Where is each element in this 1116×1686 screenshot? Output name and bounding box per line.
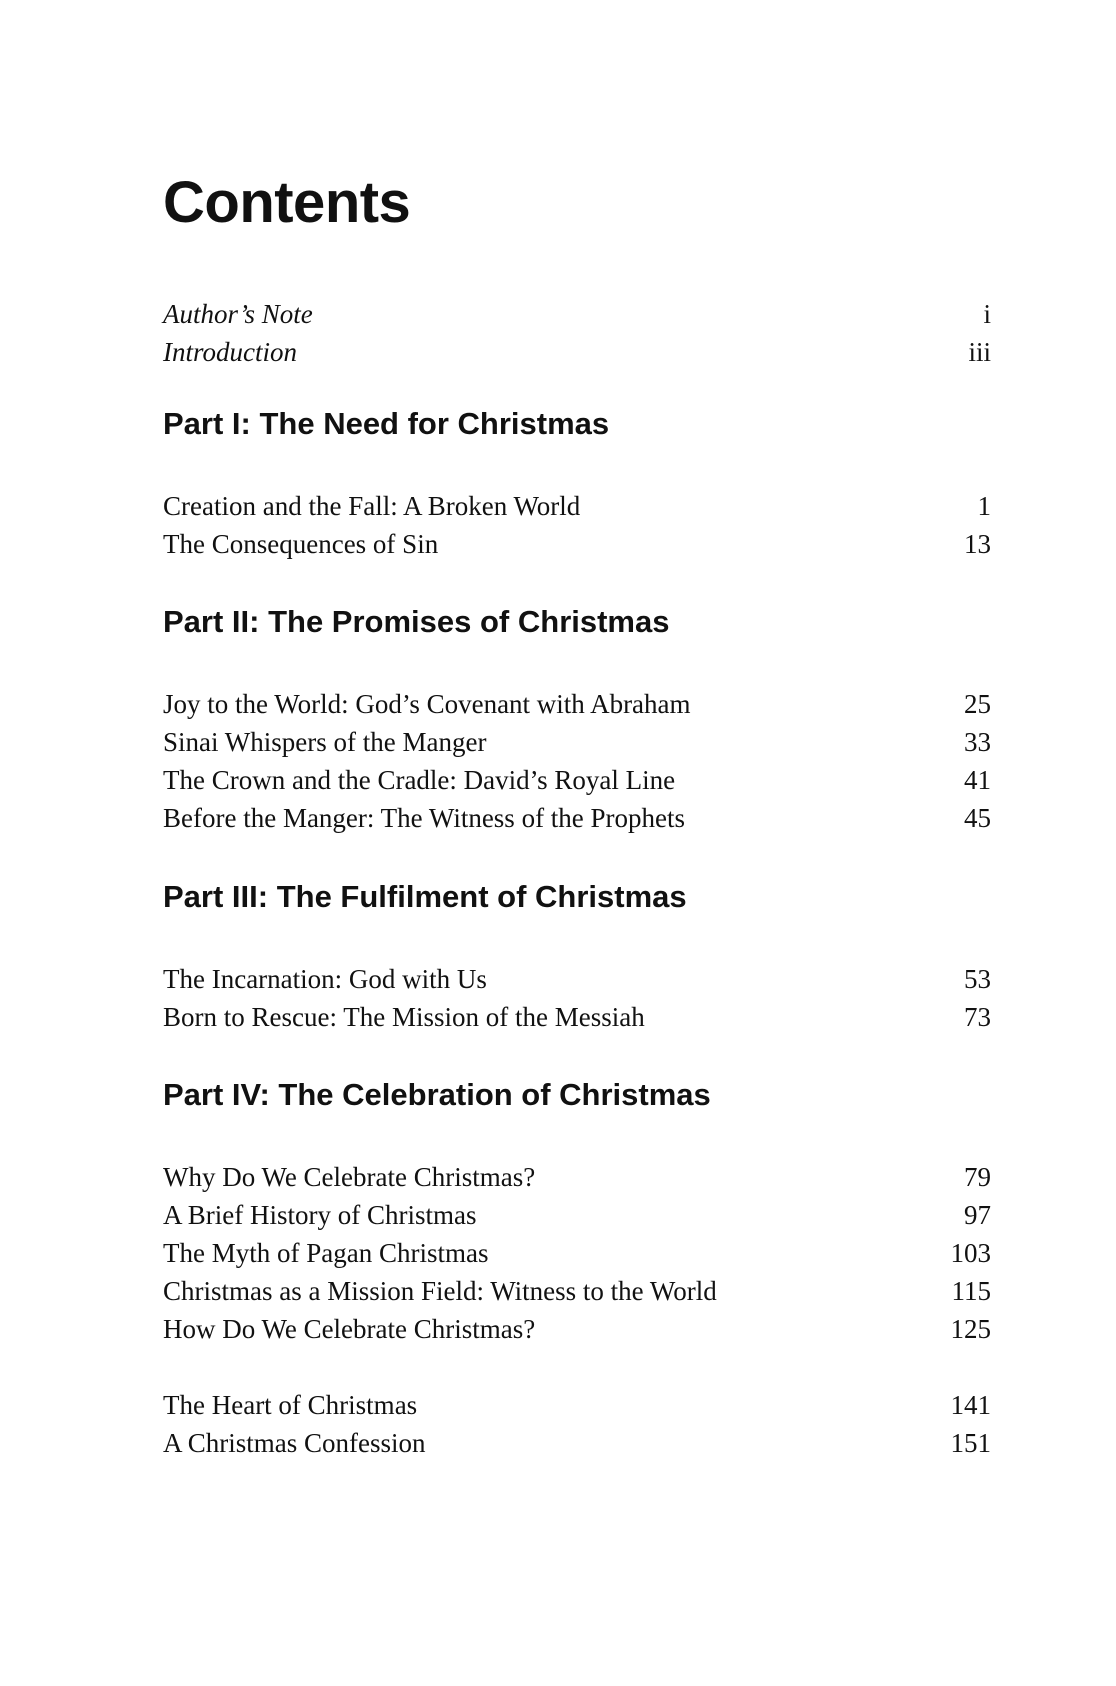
toc-entry-title: The Consequences of Sin [163,529,439,559]
toc-entry-title: Christmas as a Mission Field: Witness to the World [163,1276,717,1306]
toc-entry-title: Sinai Whispers of the Manger [163,727,487,757]
toc-entry-page: i [983,299,991,329]
toc-entry-title: Born to Rescue: The Mission of the Messiah [163,1002,645,1032]
toc-entry-authors-note[interactable] [163,295,991,333]
toc-entry-page: 103 [950,1238,991,1268]
toc-entry-page: 1 [977,491,991,521]
page-title: Contents [163,170,411,235]
toc-entry-consequences-of-sin[interactable] [163,525,991,563]
toc-entry-page: 97 [964,1200,991,1230]
toc-entry-title: Introduction [163,337,297,367]
toc-entry-why-celebrate[interactable] [163,1158,991,1196]
toc-entry-joy-to-the-world[interactable] [163,685,991,723]
toc-entry-creation-and-the-fall[interactable] [163,487,991,525]
toc-entry-title: Why Do We Celebrate Christmas? [163,1162,536,1192]
toc-entry-myth-of-pagan-christmas[interactable] [163,1234,991,1272]
toc-entry-born-to-rescue[interactable] [163,998,991,1036]
toc-entry-title: Creation and the Fall: A Broken World [163,491,581,521]
toc-entry-page: 53 [964,964,991,994]
toc-entry-title: The Heart of Christmas [163,1390,418,1420]
toc-entry-title: Joy to the World: God’s Covenant with Abraham [163,689,691,719]
toc-entry-heart-of-christmas[interactable] [163,1386,991,1424]
toc-entry-page: 25 [964,689,991,719]
contents-page [163,0,991,1686]
toc-entry-title: How Do We Celebrate Christmas? [163,1314,536,1344]
toc-entry-page: 73 [964,1002,991,1032]
toc-entry-before-the-manger[interactable] [163,799,991,837]
toc-entry-page: 79 [964,1162,991,1192]
part-3-heading: Part III: The Fulfilment of Christmas [163,879,687,914]
toc-entry-page: 151 [950,1428,991,1458]
toc-entry-title: A Brief History of Christmas [163,1200,477,1230]
toc-entry-page: 125 [950,1314,991,1344]
part-2-heading: Part II: The Promises of Christmas [163,604,670,639]
toc-entry-title: The Crown and the Cradle: David’s Royal Line [163,765,676,795]
toc-entry-page: 45 [964,803,991,833]
toc-entry-incarnation[interactable] [163,960,991,998]
toc-entry-brief-history[interactable] [163,1196,991,1234]
toc-entry-page: 141 [950,1390,991,1420]
toc-entry-introduction[interactable] [163,333,991,371]
toc-entry-title: A Christmas Confession [163,1428,426,1458]
toc-entry-page: 33 [964,727,991,757]
toc-entry-crown-and-cradle[interactable] [163,761,991,799]
toc-entry-christmas-confession[interactable] [163,1424,991,1462]
toc-entry-title: The Myth of Pagan Christmas [163,1238,489,1268]
toc-entry-title: The Incarnation: God with Us [163,964,487,994]
toc-entry-page: 115 [951,1276,991,1306]
toc-entry-page: 13 [964,529,991,559]
part-4-heading: Part IV: The Celebration of Christmas [163,1077,711,1112]
toc-entry-page: 41 [964,765,991,795]
toc-entry-mission-field[interactable] [163,1272,991,1310]
toc-entry-title: Author’s Note [163,299,313,329]
toc-entry-page: iii [968,337,991,367]
part-1-heading: Part I: The Need for Christmas [163,406,610,441]
toc-entry-how-celebrate[interactable] [163,1310,991,1348]
toc-entry-sinai-whispers[interactable] [163,723,991,761]
toc-entry-title: Before the Manger: The Witness of the Prophets [163,803,686,833]
